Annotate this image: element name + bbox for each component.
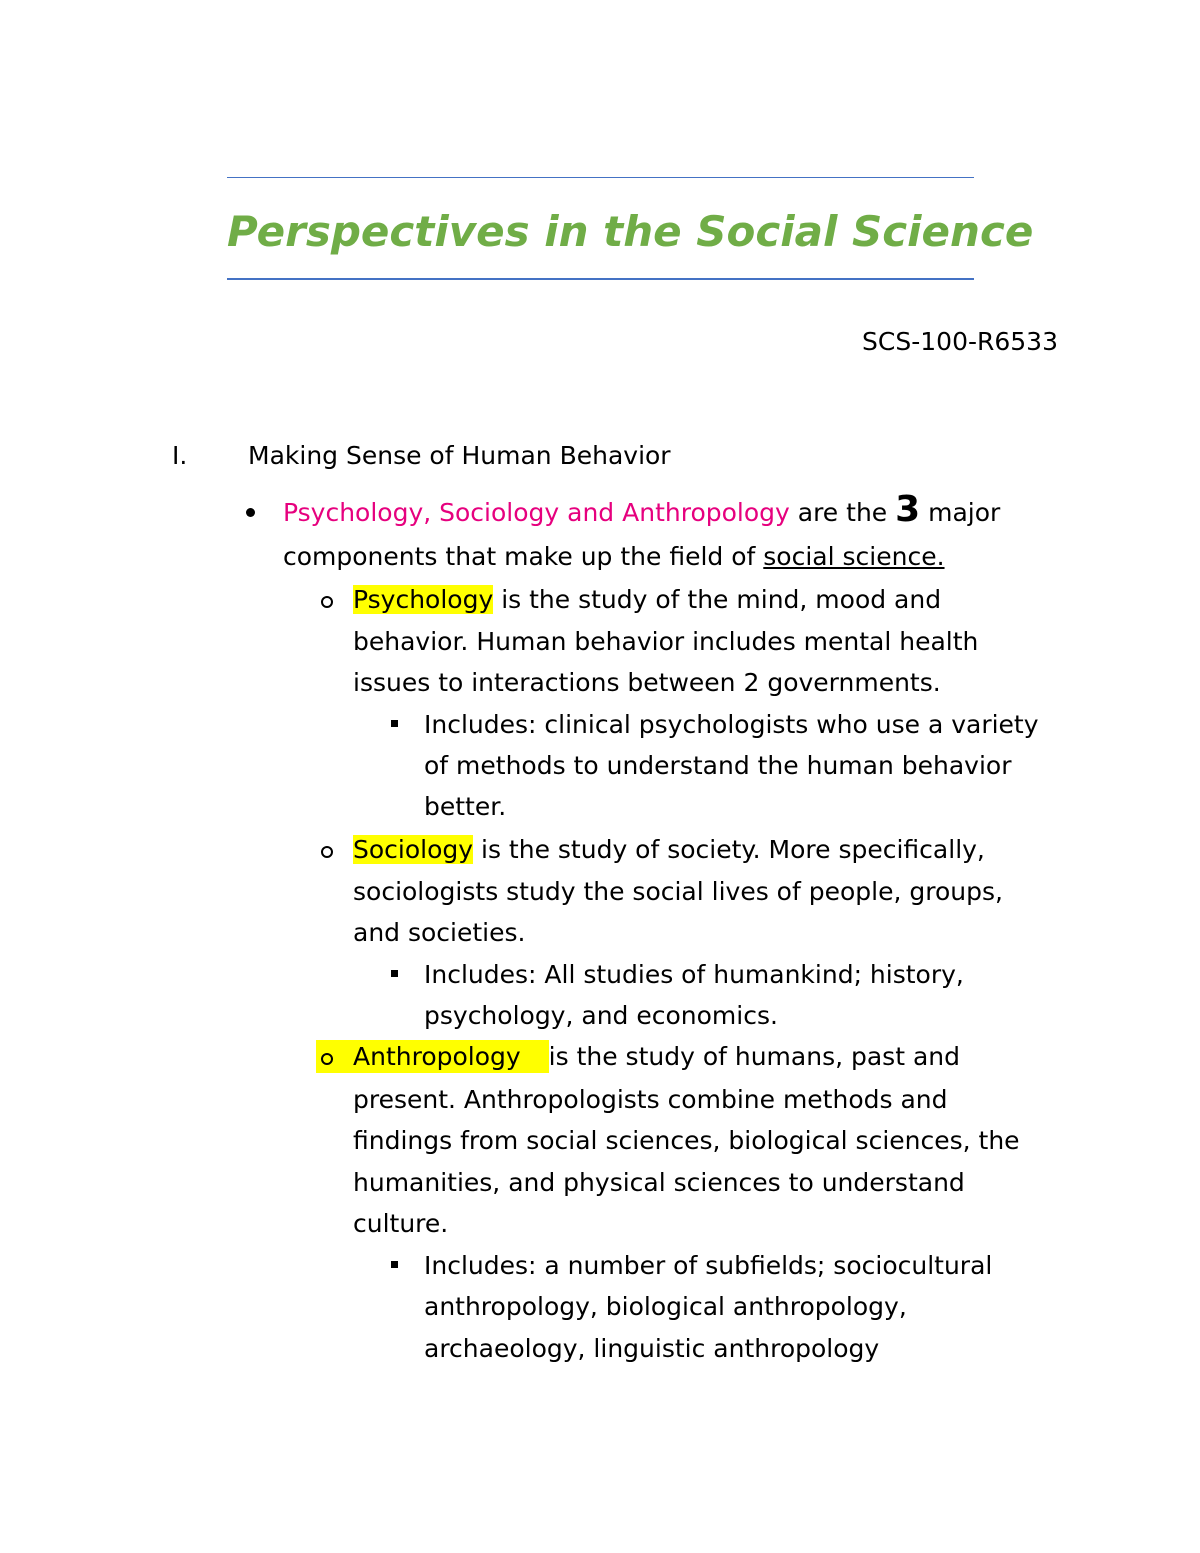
bullet-icon [246,508,255,517]
anthropology-includes-3: archaeology, linguistic anthropology [424,1334,880,1363]
sociology-line-1 [353,833,985,867]
sociology-line-2: sociologists study the social lives of people, groups, [353,877,1003,906]
psychology-line1-text: is the study of the mind, mood and [493,585,942,614]
anthropology-line-2: present. Anthropologists combine methods and [353,1085,948,1114]
square-bullet-icon [391,720,398,727]
bullet-line-2 [283,540,945,574]
document-title: Perspectives in the Social Science [227,207,1034,256]
section-numeral: I. [172,441,188,470]
psychology-includes-2: of methods to understand the human behavior [424,751,1012,780]
bullet-text-a: are the [789,498,896,527]
anthropology-line-3: findings from social sciences, biological sciences, the [353,1126,1020,1155]
anthropology-term: Anthropology [353,1042,521,1071]
anthropology-circle-icon [321,1053,333,1065]
bullet-number: 3 [895,489,921,530]
bullet-line-1 [283,489,1001,530]
psychology-line-1 [353,583,941,617]
sociology-line1-text: is the study of society. More specifically, [473,835,985,864]
bullet-text-b: major [920,498,1001,527]
anthropology-includes-2: anthropology, biological anthropology, [424,1292,907,1321]
psychology-includes-3: better. [424,792,507,821]
anthropology-line-1 [353,1040,960,1074]
sociology-line-3: and societies. [353,918,526,947]
psychology-includes-1: Includes: clinical psychologists who use a variety [424,710,1039,739]
psychology-term: Psychology [353,585,494,614]
anthropology-line-4: humanities, and physical sciences to understand [353,1168,965,1197]
section-heading: Making Sense of Human Behavior [248,441,671,470]
anthropology-line1-text: is the study of humans, past and [540,1042,960,1071]
bullet-line2-text: components that make up the field of [283,542,764,571]
anthropology-includes-1: Includes: a number of subfields; sociocultural [424,1251,993,1280]
psychology-line-3: issues to interactions between 2 governments. [353,668,941,697]
course-code: SCS-100-R6533 [862,327,1058,356]
title-rule-top [227,177,974,178]
sociology-circle-icon [321,846,333,858]
sociology-includes-2: psychology, and economics. [424,1001,778,1030]
psychology-line-2: behavior. Human behavior includes mental health [353,627,979,656]
sociology-includes-1: Includes: All studies of humankind; history, [424,960,964,989]
bullet-lead: Psychology, Sociology and Anthropology [283,498,790,527]
bullet-line2-underlined: social science. [763,542,945,571]
psychology-circle-icon [321,596,333,608]
square-bullet-icon [391,970,398,977]
title-rule-bottom [227,278,974,280]
sociology-term: Sociology [353,835,474,864]
anthropology-line-5: culture. [353,1209,449,1238]
square-bullet-icon [391,1261,398,1268]
